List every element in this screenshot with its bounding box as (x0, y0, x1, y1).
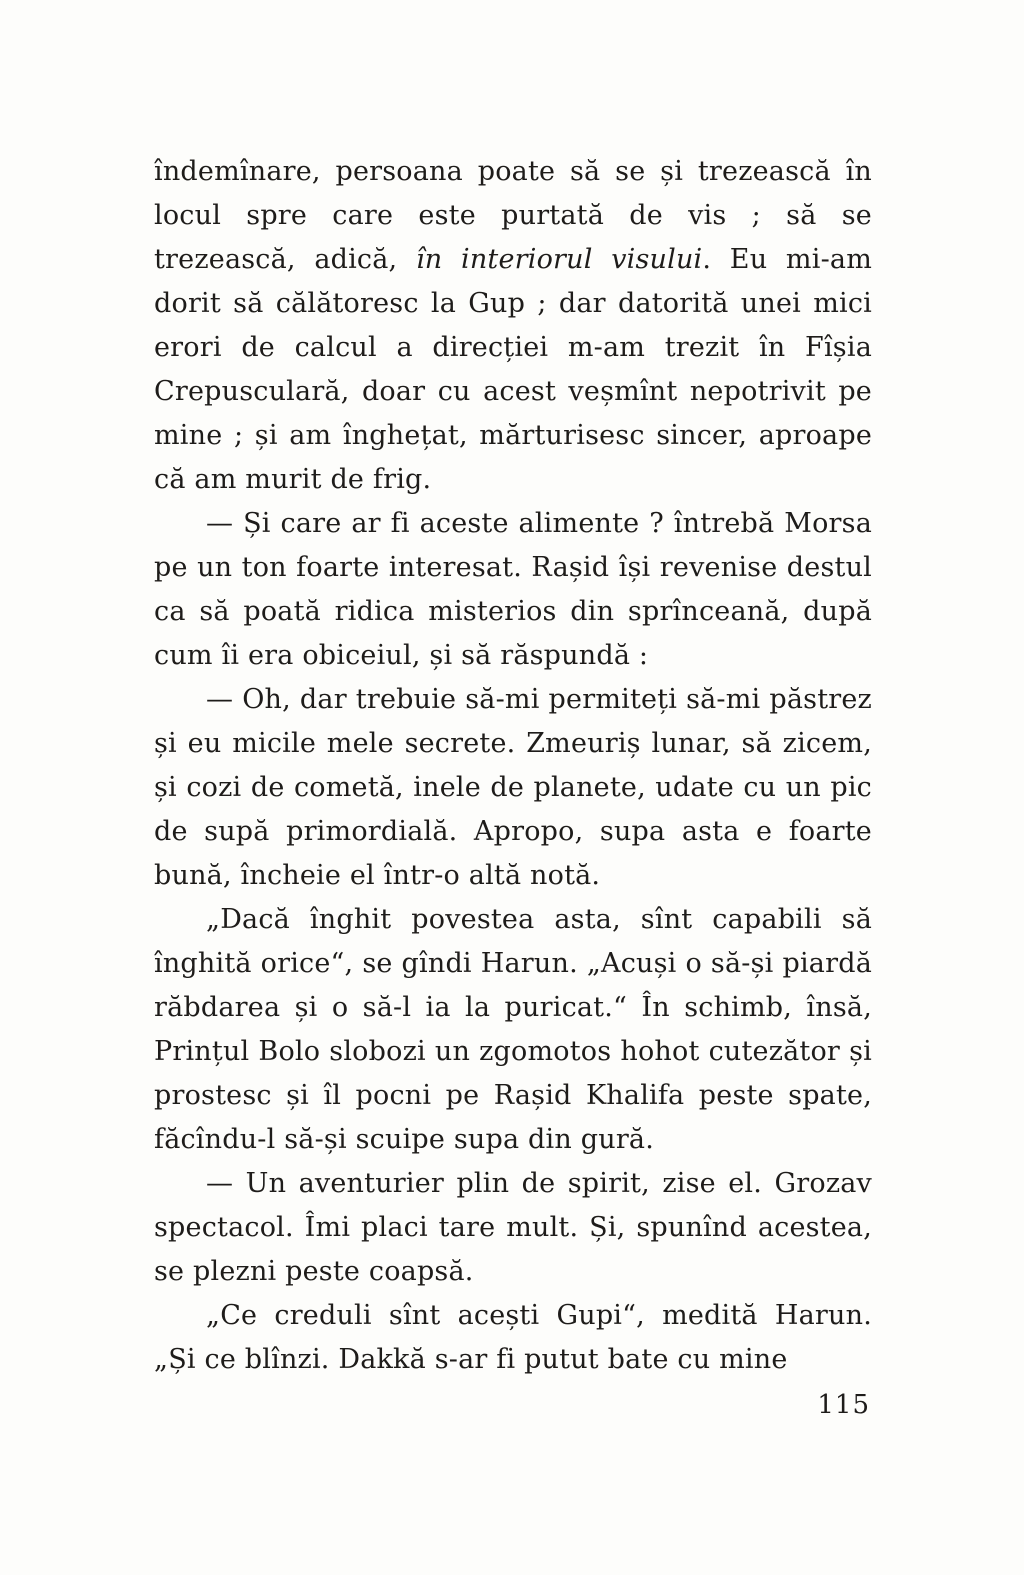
text-run: — Un aventurier plin de spirit, zise el. Grozav spectacol. Îmi placi tare mult. Și, spunînd acestea, se plezni peste coapsă. (154, 1168, 872, 1287)
text-run: „Ce creduli sînt acești Gupi“, medită Harun. „Și ce blînzi. Dakkă s-ar fi putut bate cu mine (154, 1300, 872, 1375)
paragraph (154, 678, 872, 898)
text-block (154, 150, 872, 1382)
paragraph (154, 1294, 872, 1382)
text-run: — Oh, dar trebuie să-mi permiteți să-mi păstrez și eu micile mele secrete. Zmeuriș lunar, să zicem, și cozi de cometă, inele de planete, udate cu un pic de supă primordială. Apropo, supa asta e foarte bună, încheie el într-o altă notă. (154, 684, 872, 891)
paragraph (154, 898, 872, 1162)
text-run: „Dacă înghit povestea asta, sînt capabili să înghită orice“, se gîndi Harun. „Acuși o să-și piardă răbdarea și o să-l ia la puricat.“ În schimb, însă, Prințul Bolo slobozi un zgomotos hohot cutezător și prostesc și îl pocni pe Rașid Khalifa peste spate, făcîndu-l să-și scuipe supa din gură. (154, 904, 872, 1155)
text-run: — Și care ar fi aceste alimente ? întrebă Morsa pe un ton foarte interesat. Rașid își revenise destul ca să poată ridica misterios din sprînceană, după cum îi era obiceiul, și să răspundă : (154, 508, 872, 671)
text-run: îndemînare, persoana poate să se și trezească în locul spre care este purtată de vis ; să se trezească, adică, (154, 156, 872, 275)
paragraph (154, 150, 872, 502)
italic-text-run: în interiorul visului (415, 244, 703, 275)
paragraph (154, 502, 872, 678)
paragraph (154, 1162, 872, 1294)
text-run: . Eu mi-am dorit să călătoresc la Gup ; dar datorită unei mici erori de calcul a direcției m-am trezit în Fîșia Crepusculară, doar cu acest veșmînt nepotrivit pe mine ; și am înghețat, mărturisesc sincer, aproape că am murit de frig. (154, 244, 872, 495)
page-number: 115 (817, 1390, 870, 1420)
